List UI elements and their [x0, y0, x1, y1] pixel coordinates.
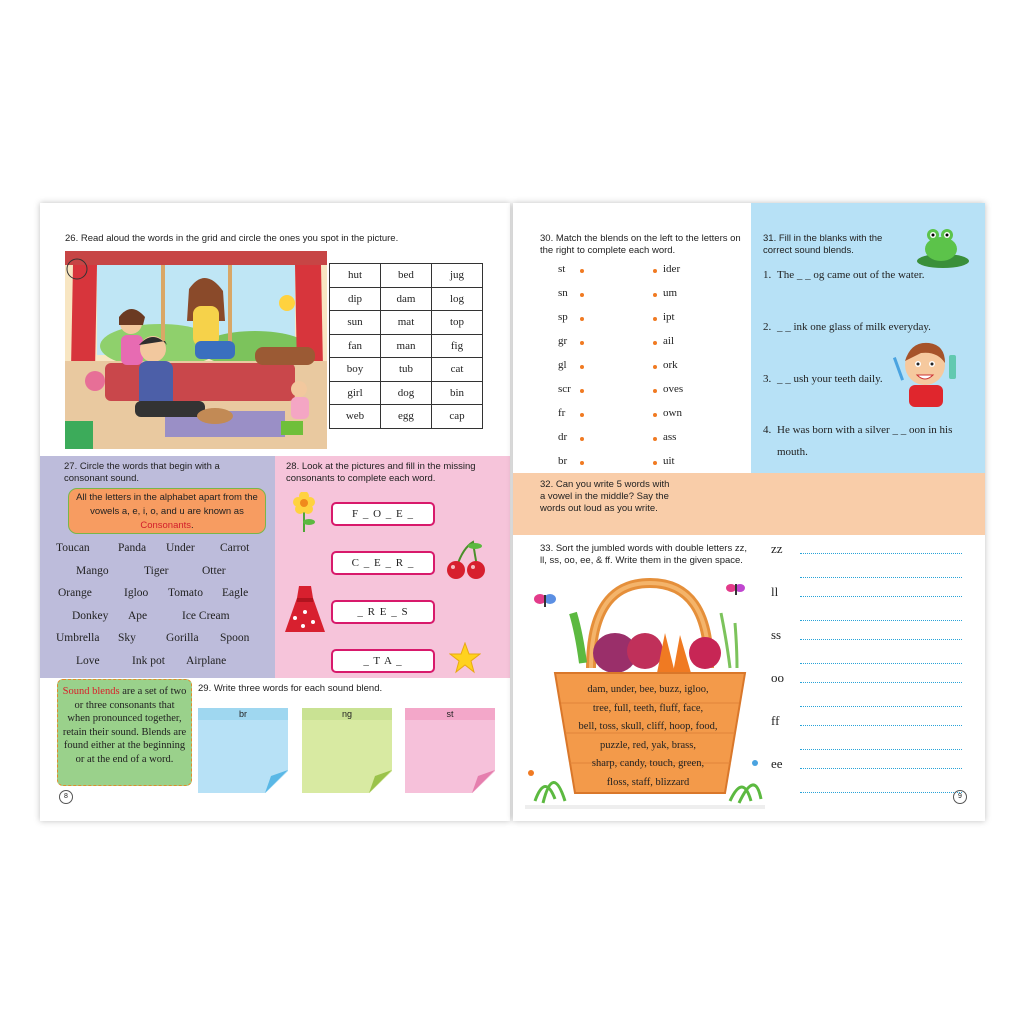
q31-sentence[interactable]	[763, 368, 977, 390]
q27-word[interactable]: Gorilla	[166, 632, 199, 644]
butterfly-icon	[533, 591, 557, 611]
frog-icon	[911, 223, 971, 269]
q27-word[interactable]: Toucan	[56, 542, 90, 554]
q31-text: _ _ ink one glass of milk everyday.	[777, 321, 931, 333]
q27-word[interactable]: Airplane	[186, 654, 227, 667]
q30-right-ending: ail	[663, 335, 674, 347]
q26-instruction: 26. Read aloud the words in the grid and circle the ones you spot in the picture.	[65, 233, 399, 244]
q30-right-dot[interactable]	[653, 365, 657, 369]
q30-right-dot[interactable]	[653, 413, 657, 417]
grid-word[interactable]: bed	[381, 264, 432, 288]
sticky-note-br[interactable]	[198, 708, 288, 793]
q31-sentence[interactable]	[763, 419, 977, 463]
page-number-left: 8	[59, 790, 73, 804]
q30-right-ending: oves	[663, 383, 684, 395]
q32-instruction: 32. Can you write 5 words with a vowel in the middle? Say the words out loud as you write.	[540, 479, 670, 514]
double-letter-label: ss	[771, 627, 782, 642]
sound-blends-note	[57, 679, 192, 786]
double-letter-label: ll	[771, 584, 779, 599]
q27-word[interactable]: Eagle	[222, 587, 249, 599]
page-number-right: 9	[953, 790, 967, 804]
q30-left-dot[interactable]	[580, 461, 584, 465]
q30-right-dot[interactable]	[653, 317, 657, 321]
q27-word[interactable]: Otter	[202, 564, 226, 577]
q27-word[interactable]: Igloo	[124, 587, 149, 599]
q27-word[interactable]: Umbrella	[56, 632, 100, 644]
q33-instruction: 33. Sort the jumbled words with double letters zz, ll, ss, oo, ee, & ff. Write them in the given space.	[540, 543, 747, 566]
q32-panel	[513, 473, 985, 535]
q27-word[interactable]: Ice Cream	[182, 609, 230, 622]
q27-word[interactable]: Spoon	[220, 632, 250, 644]
q30-right-ending: ass	[663, 431, 677, 443]
q27-word[interactable]: Tomato	[168, 587, 203, 599]
q30-right-ending: ipt	[663, 311, 675, 323]
grid-row	[330, 334, 483, 358]
q30-right-dot[interactable]	[653, 461, 657, 465]
q27-word[interactable]: Under	[166, 542, 195, 554]
grid-word[interactable]: cat	[432, 358, 483, 382]
q30-instruction: 30. Match the blends on the left to the letters on the right to complete each word.	[540, 233, 741, 256]
q30-left-dot[interactable]	[580, 293, 584, 297]
q28-panel	[275, 456, 510, 678]
q27-instruction: 27. Circle the words that begin with a consonant sound.	[64, 461, 220, 484]
grid-word[interactable]: hut	[330, 264, 381, 288]
q30-right-ending: ider	[663, 263, 681, 275]
answer-line[interactable]	[800, 639, 962, 640]
grid-word[interactable]: sun	[330, 311, 381, 335]
consonant-note-end: .	[191, 520, 194, 531]
double-letter-label: oo	[771, 670, 784, 685]
q30-left-dot[interactable]	[580, 413, 584, 417]
grid-word[interactable]: web	[330, 405, 381, 429]
answer-line[interactable]	[800, 620, 962, 621]
q30-left-dot[interactable]	[580, 365, 584, 369]
q31-number: 1.	[763, 269, 772, 281]
q30-left-blend: fr	[558, 407, 566, 419]
q30-right-ending: ork	[663, 359, 678, 371]
q30-left-blend: scr	[558, 383, 571, 395]
consonant-note-text: All the letters in the alphabet apart from the vowels a, e, i, o, and u are known as	[76, 492, 258, 517]
sound-blends-highlight: Sound blends	[62, 686, 120, 697]
grid-word[interactable]: dog	[381, 381, 432, 405]
grid-word[interactable]: boy	[330, 358, 381, 382]
grid-word[interactable]: jug	[432, 264, 483, 288]
q28-word-2[interactable]: C _ E _ R _	[331, 551, 435, 575]
grid-row	[330, 311, 483, 335]
jumbled-word-line: tree, full, teeth, fluff, face,	[592, 702, 704, 714]
q31-sentence[interactable]	[763, 264, 977, 286]
grid-word[interactable]: top	[432, 311, 483, 335]
q30-left-blend: sp	[558, 311, 568, 323]
jumbled-word-line: floss, staff, blizzard	[606, 776, 690, 788]
q30-right-dot[interactable]	[653, 437, 657, 441]
flower-picture	[289, 492, 319, 532]
q27-word[interactable]: Mango	[76, 564, 109, 577]
double-letter-label: ff	[771, 713, 780, 728]
grid-row	[330, 358, 483, 382]
sticky-note-ng[interactable]	[302, 708, 392, 793]
q30-left-dot[interactable]	[580, 437, 584, 441]
grid-row	[330, 405, 483, 429]
q30-left-dot[interactable]	[580, 269, 584, 273]
grid-word[interactable]: fan	[330, 334, 381, 358]
grid-word[interactable]: bin	[432, 381, 483, 405]
grid-word[interactable]: fig	[432, 334, 483, 358]
q29-instruction: 29. Write three words for each sound blend.	[198, 683, 383, 694]
q27-word[interactable]: Orange	[58, 587, 92, 599]
q30-left-dot[interactable]	[580, 341, 584, 345]
q28-word-4[interactable]: _ T A _	[331, 649, 435, 673]
jumbled-word-line: dam, under, bee, buzz, igloo,	[587, 684, 709, 695]
grid-row	[330, 264, 483, 288]
jumbled-word-list	[553, 681, 743, 792]
consonant-definition-note	[68, 488, 266, 534]
q27-word[interactable]: Panda	[118, 542, 147, 554]
grid-row	[330, 287, 483, 311]
grid-word[interactable]: mat	[381, 311, 432, 335]
q31-instruction: 31. Fill in the blanks with the correct sound blends.	[763, 233, 883, 256]
grid-word[interactable]: man	[381, 334, 432, 358]
answer-line[interactable]	[800, 792, 962, 793]
grid-word[interactable]: dam	[381, 287, 432, 311]
q30-left-blend: gl	[558, 359, 567, 371]
q27-word[interactable]: Ink pot	[132, 654, 165, 667]
double-letter-label: ee	[771, 756, 783, 771]
q30-right-dot[interactable]	[653, 269, 657, 273]
q27-word[interactable]: Love	[76, 654, 100, 667]
q31-text: He was born with a silver _ _ oon in his mouth.	[777, 424, 953, 458]
grid-word[interactable]: cap	[432, 405, 483, 429]
answer-line[interactable]	[800, 725, 962, 726]
q30-right-dot[interactable]	[653, 389, 657, 393]
q30-left-dot[interactable]	[580, 317, 584, 321]
answer-line[interactable]	[800, 768, 962, 769]
q30-right-dot[interactable]	[653, 341, 657, 345]
q30-left-blend: sn	[558, 287, 568, 299]
q30-right-ending: uit	[663, 455, 675, 467]
sticky-note-ng-label: ng	[302, 708, 392, 720]
cherry-picture	[445, 540, 487, 580]
q30-right-dot[interactable]	[653, 293, 657, 297]
consonant-note-highlight: Consonants	[140, 520, 192, 531]
answer-line[interactable]	[800, 596, 962, 597]
grid-word[interactable]: log	[432, 287, 483, 311]
q31-text: The _ _ og came out of the water.	[777, 269, 925, 281]
answer-line[interactable]	[800, 577, 962, 578]
q31-panel	[751, 203, 985, 473]
grid-row	[330, 381, 483, 405]
q27-word[interactable]: Sky	[118, 632, 136, 644]
grid-word[interactable]: egg	[381, 405, 432, 429]
answer-line[interactable]	[800, 663, 962, 664]
dress-picture	[283, 584, 327, 636]
q31-sentence[interactable]	[763, 316, 977, 338]
q28-word-3[interactable]: _ R E _ S	[331, 600, 435, 624]
jumbled-word-line: puzzle, red, yak, brass,	[600, 739, 696, 751]
q27-word[interactable]: Tiger	[144, 564, 169, 577]
answer-line[interactable]	[800, 706, 962, 707]
q30-left-blend: br	[558, 455, 568, 467]
q31-number: 4.	[763, 424, 772, 436]
q31-text: _ _ ush your teeth daily.	[777, 373, 883, 385]
q30-left-blend: gr	[558, 335, 568, 347]
left-page	[40, 203, 510, 821]
answer-line[interactable]	[800, 682, 962, 683]
butterfly-icon-2	[725, 581, 747, 599]
jumbled-word-line: bell, toss, skull, cliff, hoop, food,	[578, 721, 718, 732]
jumbled-word-line: sharp, candy, touch, green,	[591, 758, 705, 769]
q30-right-ending: um	[663, 287, 678, 299]
sticky-note-st[interactable]	[405, 708, 495, 793]
double-letter-label: zz	[771, 541, 783, 556]
q27-panel	[40, 456, 275, 678]
word-grid	[329, 263, 483, 429]
q30-right-ending: own	[663, 407, 682, 419]
grid-word[interactable]: tub	[381, 358, 432, 382]
grid-word[interactable]: dip	[330, 287, 381, 311]
q27-word[interactable]: Donkey	[72, 609, 109, 622]
q27-word[interactable]: Carrot	[220, 542, 250, 554]
q30-left-blend: st	[558, 263, 566, 275]
q31-number: 3.	[763, 373, 772, 385]
q30-left-dot[interactable]	[580, 389, 584, 393]
family-living-room-illustration	[65, 251, 327, 449]
q28-word-1[interactable]: F _ O _ E _	[331, 502, 435, 526]
right-page	[513, 203, 985, 821]
q31-number: 2.	[763, 321, 772, 333]
answer-line[interactable]	[800, 553, 962, 554]
q27-word[interactable]: Ape	[128, 609, 148, 622]
sticky-note-st-label: st	[405, 708, 495, 720]
star-picture	[449, 642, 481, 674]
answer-line[interactable]	[800, 749, 962, 750]
grid-word[interactable]: girl	[330, 381, 381, 405]
q28-instruction: 28. Look at the pictures and fill in the missing consonants to complete each word.	[286, 461, 476, 484]
sticky-note-br-label: br	[198, 708, 288, 720]
q30-left-blend: dr	[558, 431, 568, 443]
sound-blends-text: are a set of two or three consonants that when pronounced together, retain their sound. Blends are found either at the beginning or at the end of a word.	[62, 686, 187, 765]
